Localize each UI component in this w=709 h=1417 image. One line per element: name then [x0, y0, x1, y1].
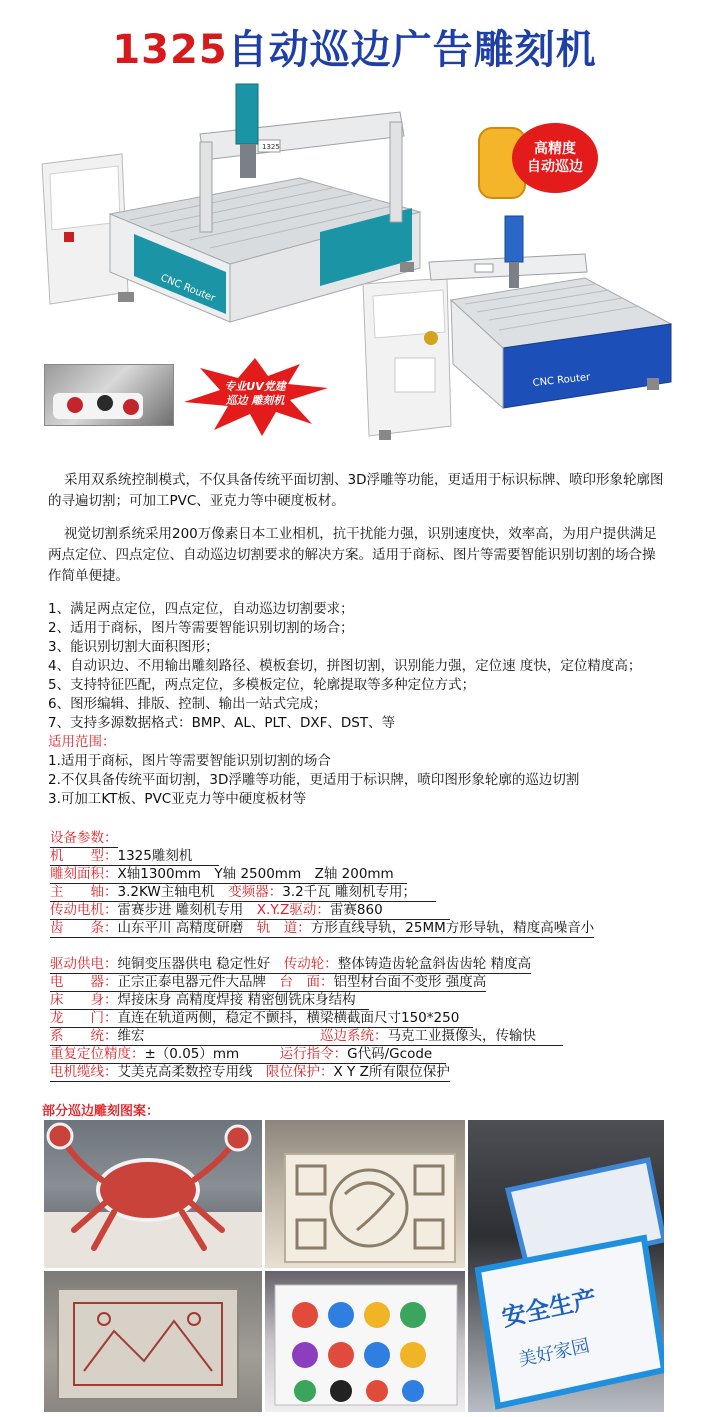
- spec-value: 铝型材台面不变形 强度高: [333, 974, 487, 990]
- scope-heading: 适用范围：: [48, 734, 116, 750]
- spec-value: 马克工业摄像头，传输快: [387, 1028, 536, 1044]
- spec-label: 龙 门：: [50, 1010, 118, 1026]
- scope-item: 2.不仅具备传统平面切割，3D浮雕等功能，更适用于标识牌，喷印图形象轮廓的巡边切割: [48, 772, 580, 788]
- sample-gallery: [44, 1120, 664, 1412]
- sign-text-2: 美好家园: [516, 1335, 592, 1371]
- feature-item: 5、支持特征匹配，两点定位，多模板定位，轮廓提取等多种定位方式；: [48, 677, 476, 693]
- spec-value: G代码/Gcode: [347, 1046, 433, 1062]
- feature-item: 2、适用于商标，图片等需要智能识别切割的场合；: [48, 620, 354, 636]
- spec-label: 机 型：: [50, 848, 118, 864]
- spec-value: 正宗正泰电器元件大品牌: [117, 974, 266, 990]
- intro-paragraph-1: 采用双系统控制模式，不仅具备传统平面切割、3D浮雕等功能，更适用于标识标牌、喷印形象轮廓图的寻遍切割；可加工PVC、亚克力等中硬度板材。: [48, 472, 664, 509]
- spec-value: 维宏: [117, 1028, 145, 1044]
- spec-value: 3.2KW主轴电机: [117, 884, 215, 900]
- spec-label: 齿 条：: [50, 920, 118, 936]
- badge-bubble: [512, 123, 598, 193]
- scope-item: 1.适用于商标，图片等需要智能识别切割的场合: [48, 753, 331, 769]
- feature-item: 4、自动识边、不用输出雕刻路径、模板套切，拼图切割，识别能力强，定位速 度快，定位精度高；: [48, 658, 642, 674]
- spec-value: 整体铸造齿轮盒斜齿齿轮 精度高: [337, 956, 532, 972]
- spec-label: 变频器：: [228, 884, 283, 900]
- spec-label: 主 轴：: [50, 884, 118, 900]
- spec-value: 1325雕刻机: [117, 848, 193, 864]
- spec-value: 山东平川 高精度研磨: [117, 920, 244, 936]
- crab-sample-photo: [44, 1120, 262, 1268]
- spec-label: 传动轮：: [283, 956, 338, 972]
- camera-detail-photo: [44, 364, 174, 426]
- spec-value: 方形直线导轨，25MM方形导轨，精度高噪音小: [310, 920, 595, 936]
- precision-badge: [478, 123, 600, 199]
- spec-value: 3.2千瓦 雕刻机专用；: [282, 884, 410, 900]
- spec-label: 电 器：: [50, 974, 118, 990]
- scope-item: 3.可加工KT板、PVC亚克力等中硬度板材等: [48, 791, 307, 807]
- feature-item: 3、能识别切割大面积图形；: [48, 639, 219, 655]
- spec-value: X Y Z所有限位保护: [333, 1064, 450, 1080]
- plate-number: 1325: [262, 143, 280, 151]
- spec-label: 运行指令：: [279, 1046, 348, 1062]
- spec-value: X轴1300mm Y轴 2500mm Z轴 200mm: [117, 866, 394, 882]
- router-label-1: CNC Router: [158, 272, 217, 305]
- intro-paragraph-2: 视觉切割系统采用200万像素日本工业相机，抗干扰能力强，识别速度快，效率高，为用户提供满足两点定位、四点定位、自动巡边切割要求的解决方案。适用于商标、图片等需要智能识别切割的场合操作简单便捷。: [48, 526, 657, 584]
- gallery-heading: 部分巡边雕刻图案：: [42, 1104, 160, 1119]
- feature-list: [48, 600, 660, 809]
- spec-label: 驱动供电：: [50, 956, 118, 972]
- spec-value: 雷赛860: [329, 902, 383, 918]
- relief-carving-sample-photo: [44, 1271, 262, 1412]
- badge-line1: 高精度: [534, 141, 576, 157]
- spec-table: [50, 829, 650, 1081]
- spec-heading: 设备参数：: [50, 830, 118, 846]
- feature-item: 1、满足两点定位，四点定位，自动巡边切割要求；: [48, 601, 354, 617]
- burst-line1: 专业UV党建: [224, 380, 286, 393]
- feature-item: 6、图形编辑、排版、控制、输出一站式完成；: [48, 696, 327, 712]
- spec-label: 雕刻面积：: [50, 866, 118, 882]
- router-label-2: CNC Router: [532, 372, 591, 389]
- spec-label: 巡边系统：: [320, 1028, 388, 1044]
- title-number: 1325: [112, 27, 228, 73]
- cnc-router-blue-image: [355, 208, 675, 448]
- spec-value: 直连在轨道两侧，稳定不颤抖，横梁横截面尺寸150*250: [117, 1010, 460, 1026]
- spec-value: 雷赛步进 雕刻机专用: [117, 902, 244, 918]
- sign-text-1: 安全生产: [499, 1284, 600, 1332]
- burst-line2: 巡边 雕刻机: [225, 394, 285, 407]
- sticker-sheet-sample-photo: [265, 1271, 465, 1412]
- spec-value: ±（0.05）mm: [144, 1046, 240, 1062]
- spec-label: 台 面：: [279, 974, 334, 990]
- feature-item: 7、支持多源数据格式：BMP、AL、PLT、DXF、DST、等: [48, 715, 396, 731]
- sign-boards-sample-photo: [468, 1120, 664, 1412]
- spec-label: X.Y.Z驱动：: [256, 902, 330, 918]
- spec-label: 床 身：: [50, 992, 118, 1008]
- dragon-panel-sample-photo: [265, 1120, 465, 1268]
- spec-label: 重复定位精度：: [50, 1046, 145, 1062]
- title-text: 自动巡边广告雕刻机: [227, 27, 597, 73]
- spec-value: 艾美克高柔数控专用线: [117, 1064, 253, 1080]
- spec-label: 传动电机：: [50, 902, 118, 918]
- spec-label: 轨 道：: [256, 920, 311, 936]
- spec-label: 限位保护：: [266, 1064, 334, 1080]
- spec-value: 纯铜变压器供电 稳定性好: [117, 956, 271, 972]
- uv-burst-badge: [180, 358, 330, 436]
- spec-label: 电机缆线：: [50, 1064, 118, 1080]
- badge-line2: 自动巡边: [527, 159, 583, 175]
- page-title: [0, 18, 709, 75]
- spec-label: 系 统：: [50, 1028, 118, 1044]
- spec-value: 焊接床身 高精度焊接 精密刨铣床身结构: [117, 992, 356, 1008]
